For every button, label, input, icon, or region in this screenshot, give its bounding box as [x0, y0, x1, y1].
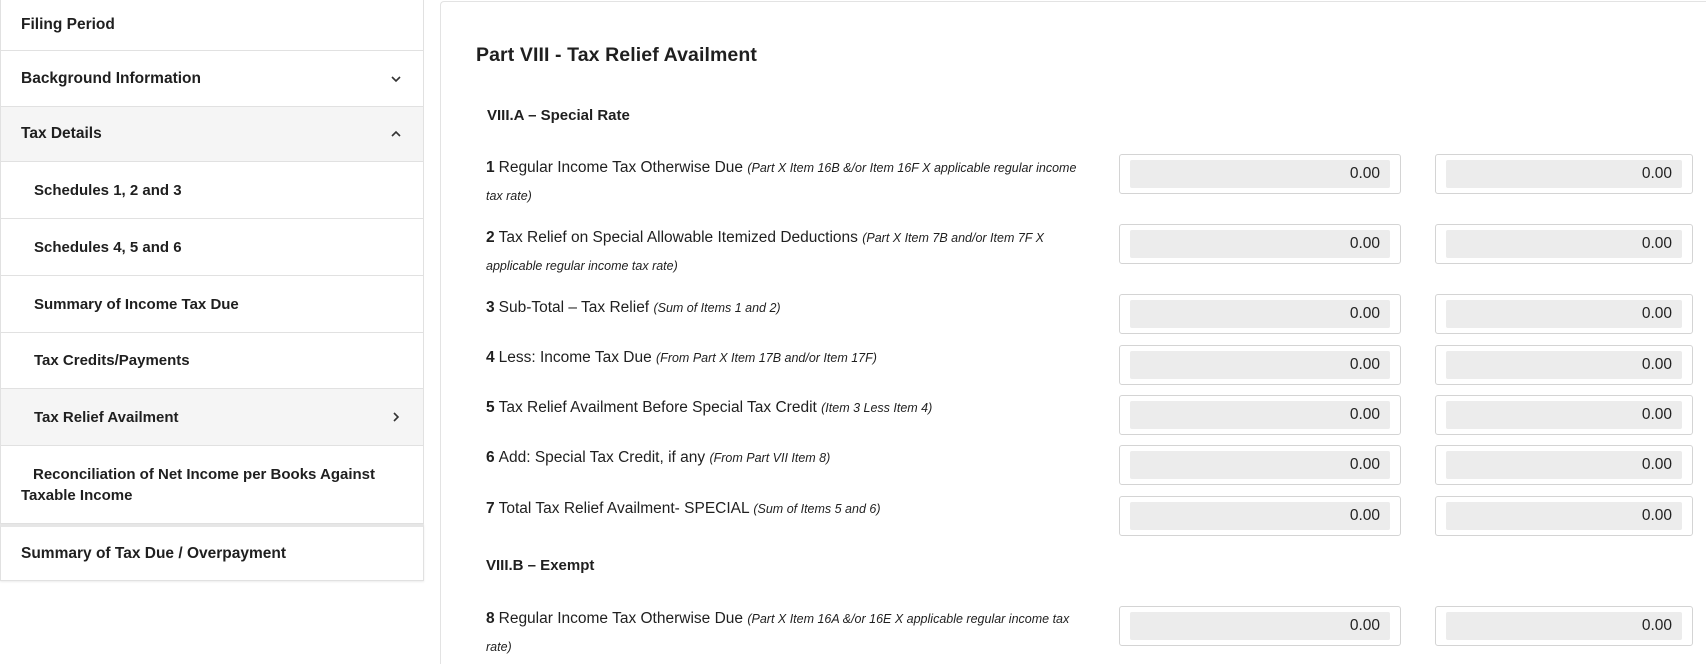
row-number: 5 — [486, 399, 495, 416]
row-label — [486, 394, 1086, 422]
amount-field-col2[interactable] — [1435, 224, 1693, 264]
nav-tax-credits-payments-label: Tax Credits/Payments — [34, 352, 190, 369]
amount-value: 0.00 — [1130, 502, 1390, 530]
nav-background-information[interactable] — [0, 51, 424, 107]
chevron-up-icon — [389, 127, 403, 141]
row-label-note: (Sum of Items 5 and 6) — [753, 502, 881, 516]
nav-reconciliation-label: Reconciliation of Net Income per Books Against Taxable Income — [21, 465, 375, 504]
amount-field-col1[interactable] — [1119, 345, 1401, 385]
nav-filing-period-label: Filing Period — [21, 16, 115, 33]
row-label-note: (Part X Item 7B and/or Item 7F X applicable regular income tax rate) — [486, 231, 1045, 273]
page-title: Part VIII - Tax Relief Availment — [476, 44, 757, 66]
nav-summary-income-tax-due[interactable] — [0, 276, 424, 333]
amount-field-col1[interactable] — [1119, 496, 1401, 536]
row-number: 7 — [486, 500, 495, 517]
row-label — [486, 605, 1086, 661]
section-title-exempt: VIII.B – Exempt — [486, 557, 595, 574]
amount-field-col2[interactable] — [1435, 395, 1693, 435]
amount-field-col2[interactable] — [1435, 606, 1693, 646]
nav-tax-credits-payments[interactable] — [0, 333, 424, 389]
amount-field-col1[interactable] — [1119, 606, 1401, 646]
nav-summary-tax-due-overpayment[interactable] — [0, 524, 424, 581]
amount-value: 0.00 — [1130, 351, 1390, 379]
nav-background-information-label: Background Information — [21, 69, 201, 87]
amount-field-col2[interactable] — [1435, 154, 1693, 194]
row-label-text: Add: Special Tax Credit, if any — [498, 449, 706, 466]
amount-value: 0.00 — [1446, 230, 1682, 258]
amount-field-col1[interactable] — [1119, 294, 1401, 334]
nav-tax-relief-availment[interactable] — [0, 389, 424, 446]
row-label-note: (Part X Item 16A &/or 16E X applicable regular income tax rate) — [486, 612, 1070, 654]
nav-schedules-1-2-3-label: Schedules 1, 2 and 3 — [34, 181, 182, 199]
row-label — [486, 495, 1086, 523]
row-number: 8 — [486, 610, 495, 627]
nav-schedules-4-5-6[interactable] — [0, 219, 424, 276]
nav-tax-details-label: Tax Details — [21, 125, 102, 142]
amount-field-col2[interactable] — [1435, 445, 1693, 485]
nav-summary-tax-due-overpayment-label: Summary of Tax Due / Overpayment — [21, 544, 287, 562]
row-label-note: (From Part VII Item 8) — [709, 451, 831, 465]
amount-value: 0.00 — [1446, 160, 1682, 188]
chevron-right-icon — [389, 410, 403, 424]
row-label-note: (Sum of Items 1 and 2) — [653, 301, 781, 315]
row-label-text: Tax Relief Availment Before Special Tax Credit — [498, 399, 817, 416]
row-number: 1 — [486, 159, 495, 176]
row-label-text: Total Tax Relief Availment- SPECIAL — [498, 500, 750, 517]
section-title-special-rate: VIII.A – Special Rate — [487, 107, 630, 124]
row-number: 3 — [486, 299, 495, 316]
row-label — [486, 224, 1086, 280]
amount-value: 0.00 — [1446, 612, 1682, 640]
row-number: 6 — [486, 449, 495, 466]
row-label-note: (Item 3 Less Item 4) — [821, 401, 933, 415]
nav-filing-period[interactable] — [0, 0, 424, 51]
row-label-text: Tax Relief on Special Allowable Itemized Deductions — [498, 229, 858, 246]
amount-field-col2[interactable] — [1435, 496, 1693, 536]
amount-value: 0.00 — [1446, 401, 1682, 429]
nav-tax-details[interactable] — [0, 107, 424, 162]
row-label — [486, 154, 1086, 210]
amount-field-col1[interactable] — [1119, 224, 1401, 264]
nav-tax-relief-availment-label: Tax Relief Availment — [34, 408, 179, 426]
amount-value: 0.00 — [1130, 160, 1390, 188]
amount-field-col1[interactable] — [1119, 395, 1401, 435]
amount-value: 0.00 — [1446, 502, 1682, 530]
amount-value: 0.00 — [1446, 451, 1682, 479]
amount-field-col2[interactable] — [1435, 294, 1693, 334]
amount-field-col1[interactable] — [1119, 445, 1401, 485]
row-label-note: (From Part X Item 17B and/or Item 17F) — [656, 351, 877, 365]
amount-value: 0.00 — [1130, 300, 1390, 328]
amount-field-col1[interactable] — [1119, 154, 1401, 194]
chevron-down-icon — [389, 72, 403, 86]
amount-value: 0.00 — [1130, 612, 1390, 640]
amount-field-col2[interactable] — [1435, 345, 1693, 385]
nav-reconciliation[interactable] — [0, 446, 424, 524]
row-label-text: Regular Income Tax Otherwise Due — [498, 159, 744, 176]
row-label — [486, 444, 1086, 472]
nav-schedules-4-5-6-label: Schedules 4, 5 and 6 — [34, 238, 182, 256]
row-label-text: Regular Income Tax Otherwise Due — [498, 610, 744, 627]
row-number: 4 — [486, 349, 495, 366]
sidebar — [0, 0, 424, 581]
row-label-text: Sub-Total – Tax Relief — [498, 299, 650, 316]
row-label-text: Less: Income Tax Due — [498, 349, 652, 366]
amount-value: 0.00 — [1130, 230, 1390, 258]
row-label-note: (Part X Item 16B &/or Item 16F X applicable regular income tax rate) — [486, 161, 1077, 203]
amount-value: 0.00 — [1130, 451, 1390, 479]
row-number: 2 — [486, 229, 495, 246]
nav-summary-income-tax-due-label: Summary of Income Tax Due — [34, 295, 239, 313]
row-label — [486, 294, 1086, 322]
amount-value: 0.00 — [1446, 300, 1682, 328]
nav-schedules-1-2-3[interactable] — [0, 162, 424, 219]
amount-value: 0.00 — [1130, 401, 1390, 429]
row-label — [486, 344, 1086, 372]
amount-value: 0.00 — [1446, 351, 1682, 379]
